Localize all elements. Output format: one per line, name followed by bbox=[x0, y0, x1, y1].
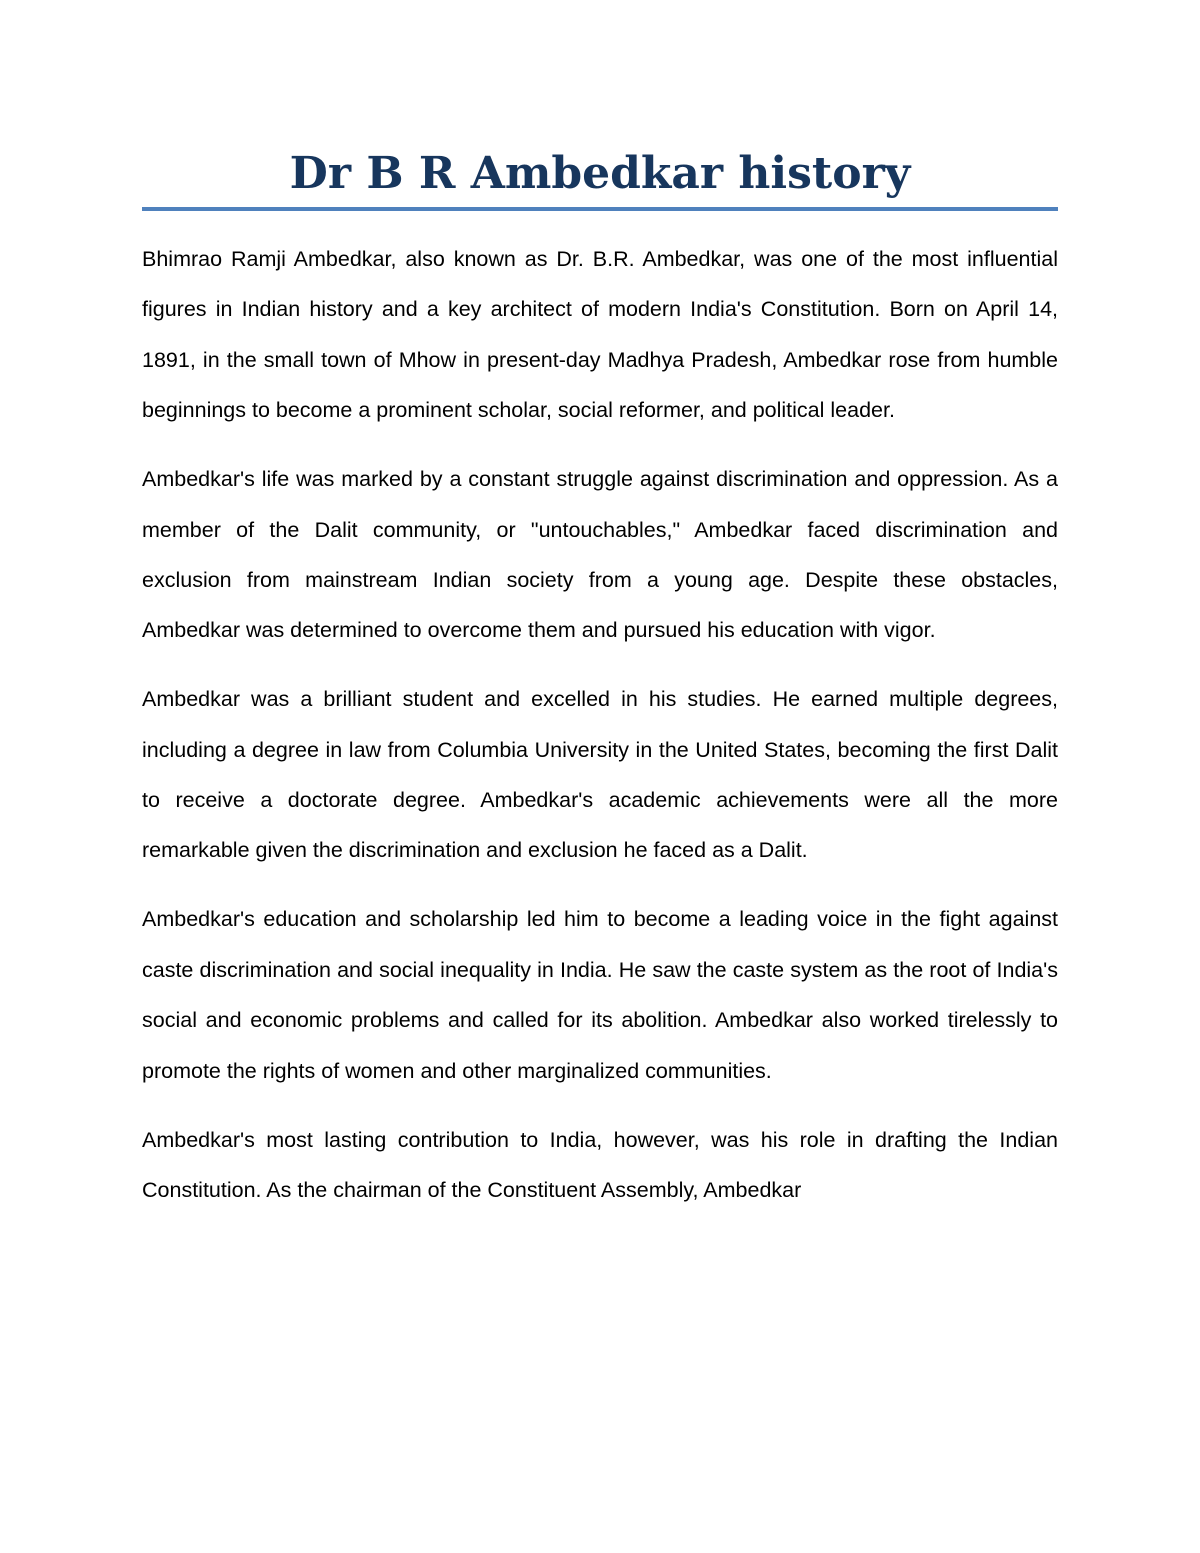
paragraph-1: Bhimrao Ramji Ambedkar, also known as Dr. B.R. Ambedkar, was one of the most influential figures in Indian history and a key architect of modern India's Constitution. Born on April 14, 1891, in the small town of Mhow in present-day Madhya Pradesh, Ambedkar rose from humble beginnings to become a prominent scholar, social reformer, and political leader. bbox=[142, 247, 1058, 423]
paragraph-5: Ambedkar's most lasting contribution to India, however, was his role in drafting the Indian Constitution. As the chairman of the Constituent Assembly, Ambedkar bbox=[142, 1127, 1058, 1202]
document-body bbox=[142, 234, 1058, 1234]
paragraph-4: Ambedkar's education and scholarship led him to become a leading voice in the fight against caste discrimination and social inequality in India. He saw the caste system as the root of India's social and economic problems and called for its abolition. Ambedkar also worked tirelessly to promote the rights of women and other marginalized communities. bbox=[142, 907, 1058, 1083]
paragraph-3: Ambedkar was a brilliant student and excelled in his studies. He earned multiple degrees, including a degree in law from Columbia University in the United States, becoming the first Dalit to receive a doctorate degree. Ambedkar's academic achievements were all the more remarkable given the discrimination and exclusion he faced as a Dalit. bbox=[142, 687, 1058, 863]
paragraph-2: Ambedkar's life was marked by a constant struggle against discrimination and oppression. As a member of the Dalit community, or "untouchables," Ambedkar faced discrimination and exclusion from mainstream Indian society from a young age. Despite these obstacles, Ambedkar was determined to overcome them and pursued his education with vigor. bbox=[142, 467, 1058, 643]
document-title: Dr B R Ambedkar history bbox=[289, 148, 911, 199]
title-underline bbox=[142, 207, 1058, 211]
